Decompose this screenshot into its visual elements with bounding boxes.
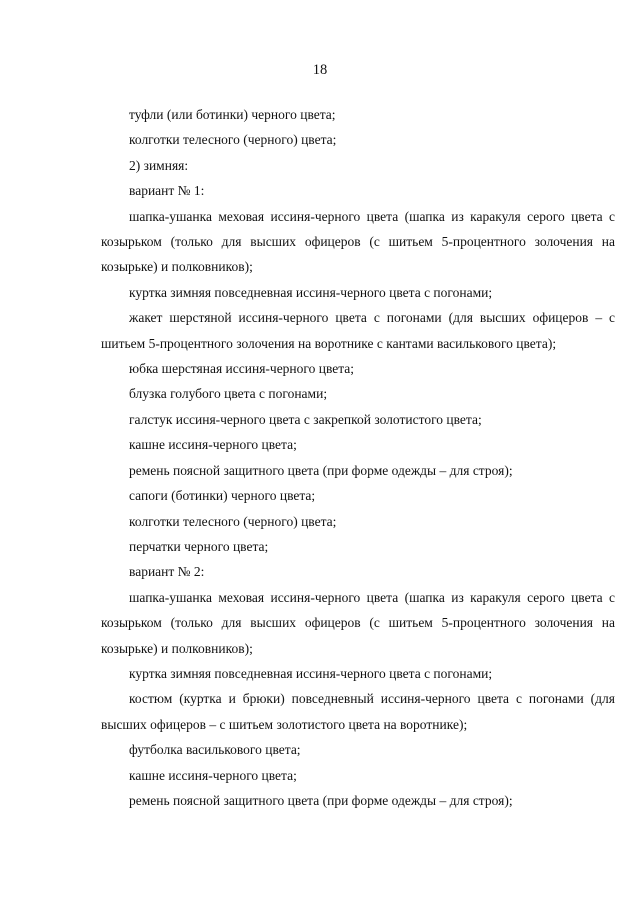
paragraph: ремень поясной защитного цвета (при форме одежды – для строя);: [129, 792, 513, 808]
paragraph: костюм (куртка и брюки) повседневный иссиня-черного цвета с погонами (для высших офицеров – с шитьем золотистого цвета на воротнике);: [101, 691, 615, 732]
paragraph: куртка зимняя повседневная иссиня-черного цвета с погонами;: [129, 284, 493, 300]
paragraph: вариант № 1:: [129, 183, 205, 199]
paragraph: блузка голубого цвета с погонами;: [129, 386, 328, 402]
paragraph: колготки телесного (черного) цвета;: [129, 132, 337, 148]
page-number: 18: [312, 62, 328, 78]
paragraph: сапоги (ботинки) черного цвета;: [129, 488, 316, 504]
paragraph: шапка-ушанка меховая иссиня-черного цвета (шапка из каракуля серого цвета с козырьком (только для высших офицеров (с шитьем 5-процентного золочения на козырьке) и полковников);: [101, 589, 615, 656]
paragraph: ремень поясной защитного цвета (при форме одежды – для строя);: [129, 462, 513, 478]
paragraph: перчатки черного цвета;: [129, 538, 269, 554]
paragraph: вариант № 2:: [129, 564, 205, 580]
paragraph: кашне иссиня-черного цвета;: [129, 767, 297, 783]
paragraph: куртка зимняя повседневная иссиня-черного цвета с погонами;: [129, 665, 493, 681]
paragraph: юбка шерстяная иссиня-черного цвета;: [129, 361, 355, 377]
paragraph: жакет шерстяной иссиня-черного цвета с погонами (для высших офицеров – с шитьем 5-процентного золочения на воротнике с кантами василькового цвета);: [101, 310, 615, 351]
paragraph: галстук иссиня-черного цвета с закрепкой золотистого цвета;: [129, 411, 482, 427]
paragraph: шапка-ушанка меховая иссиня-черного цвета (шапка из каракуля серого цвета с козырьком (только для высших офицеров (с шитьем 5-процентного золочения на козырьке) и полковников);: [101, 208, 615, 275]
paragraph: 2) зимняя:: [129, 157, 189, 173]
paragraph: футболка василькового цвета;: [129, 742, 301, 758]
body-text: [101, 102, 615, 813]
paragraph: колготки телесного (черного) цвета;: [129, 513, 337, 529]
paragraph: туфли (или ботинки) черного цвета;: [129, 107, 336, 122]
paragraph: кашне иссиня-черного цвета;: [129, 437, 297, 453]
